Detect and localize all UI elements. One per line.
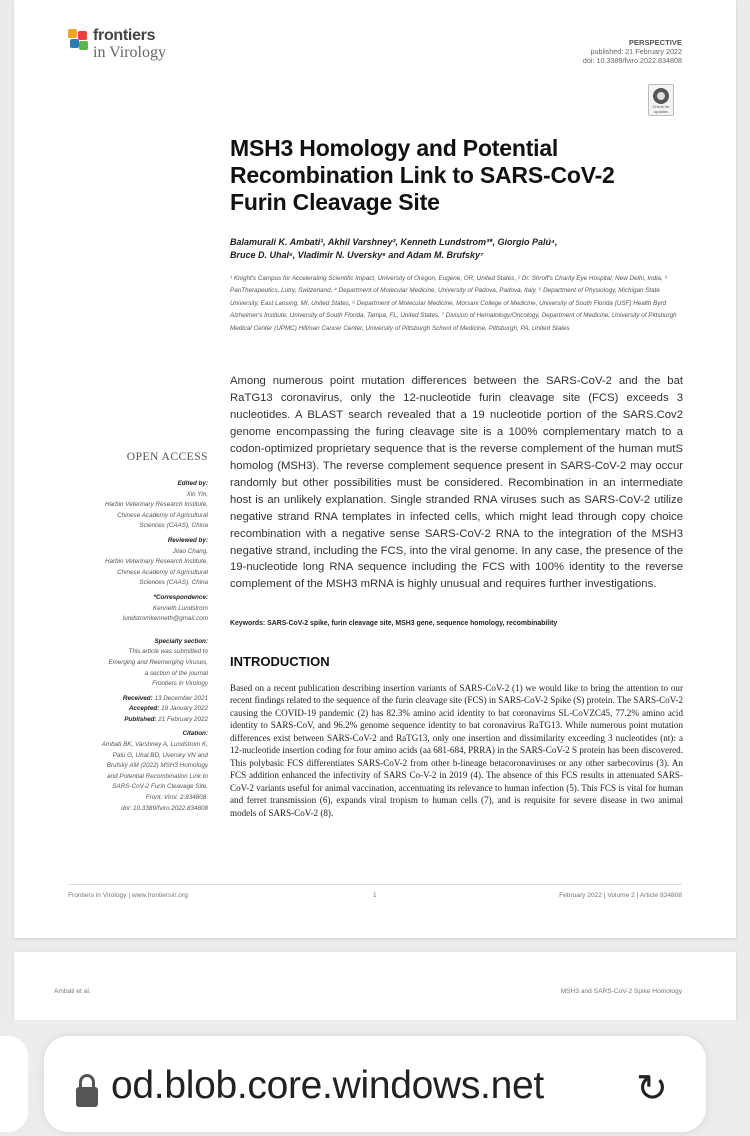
introduction-heading: INTRODUCTION (230, 654, 330, 669)
check-updates-icon (653, 88, 669, 104)
correspondence-email-link[interactable]: lundstromkenneth@gmail.com (122, 615, 208, 623)
published-date: published: 21 February 2022 (590, 47, 682, 56)
article-page-1 (14, 0, 736, 938)
check-for-updates-button[interactable] (648, 84, 674, 116)
correspondence-block: *Correspondence: Kenneth Lundstrom lundstromkenneth@gmail.com (68, 593, 208, 625)
dates-block: Received: 13 December 2021 Accepted: 19 January 2022 Published: 21 February 2022 (122, 694, 208, 723)
running-head-title: MSH3 and SARS-CoV-2 Spike Homology (560, 988, 682, 995)
footer-volume: February 2022 | Volume 2 | Article 834808 (559, 892, 682, 899)
previous-tab-pill[interactable] (0, 1036, 28, 1132)
page-number: 1 (373, 892, 377, 899)
article-type: PERSPECTIVE (628, 38, 682, 47)
author-list: Balamurali K. Ambati¹, Akhil Varshney², Kenneth Lundstrom³*, Giorgio Palú⁴, Bruce D. Uhal⁵, Vladimir N. Uversky⁶ and Adam M. Brufsky⁷ (230, 237, 558, 260)
affiliations: ¹ Knight's Campus for Accelerating Scientific Impact, University of Oregon, Eugene, OR, United States, ² Dr. Shroff's Charity Eye Hospital, New Delhi, India, ³ PanTherapeutics, Lutry, Switzerland, ⁴ Department of Molecular Medicine, University of Padova, Padova, Italy, ⁵ Department of Physiology, Michigan State University, East Lansing, MI, United States, ⁶ Department of Molecular Medicine, Morsani College of Medicine, University of South Florida (USF) Health Byrd Alzheimer's Institute, University of South Florida, Tampa, FL, United States, ⁷ Division of Hematology/Oncology, Department of Medicine, University of Pittsburgh Medical Center (UPMC) Hillman Cancer Center, University of Pittsburgh School of Medicine, Pittsburgh, PA, United States (230, 275, 677, 332)
open-access-label: OPEN ACCESS (126, 451, 208, 463)
abstract: Among numerous point mutation differences between the SARS-CoV-2 and the bat RaTG13 coronavirus, only the 12-nucleotide furin cleavage site (FCS) exceeds 3 nucleotides. A BLAST search revealed that a 19 nucleotide portion of the SARS.Cov2 genome encompassing the furing cleavage site is a 100% complementary match to a codon-optimized proprietary sequence that is the reverse complement of the human mutS homolog (MSH3). The reverse complement sequence present in SARS-CoV-2 may occur randomly but other possibilities must be considered. Recombination in an intermediate host is an unlikely explanation. Single stranded RNA viruses such as SARS-CoV-2 utilize negative strand RNA templates in infected cells, which might lead through copy choice recombination with a negative sense SARS-CoV-2 RNA to the integration of the MSH3 negative strand, including the FCS, into the viral genome. In any case, the presence of the 19-nucleotide long RNA sequence including the FCS with 100% identity to the reverse complement of the MSH3 mRNA is highly unusual and requires further investigations. (230, 375, 683, 591)
running-head-authors: Ambati et al. (54, 988, 91, 995)
url-text[interactable]: od.blob.core.windows.net (111, 1064, 544, 1107)
footer-journal: Frontiers in Virology | www.frontiersin.org (68, 892, 188, 899)
article-sidebar (68, 479, 208, 818)
frontiers-logo-icon (68, 29, 90, 53)
reload-icon[interactable]: ↻ (636, 1068, 668, 1110)
introduction-text: Based on a recent publication describing insertion variants of SARS-CoV-2 (1) we would like to bring the attention to our recent findings related to the sequence of the furin cleavage site (FCS) in SARS-CoV-2 Spike (S) protein. The SARS-CoV-2 causing the COVID-19 pandemic (2) has 82.3% amino acid identity to bat coronavirus SL-CoVZC45, 77.2% amino acid identity to SARS-CoV, and 96.2% genome sequence identity to bat coronavirus RaTG13. While numerous point mutation differences exist between SARS-CoV-2 and RaTG13, only one insertion and dissimilarity exceeding 3 nucleotides (nt): a 12-nucleotide insertion coding for four amino acids (aa 681-684, PRRA) in the SARS-CoV-2 S protein has been discovered. This polybasic FCS differentiates SARS-CoV-2 from other b-lineage betacoronaviruses or any other sarbecovirus (3). An FCS addition enhanced the infectivity of SARS Co-V-2 in 2019 (4). The absence of this FCS results in attenuated SARS-CoV-2 variants useful for animal vaccination, accentuating its relevance to human infection (5). This FCS is vital for human and ferret transmission (6), expands viral tropism to human cells (7), and is requisite for severe disease in two animal models of SARS-CoV-2 (8). (230, 683, 683, 818)
keywords: Keywords: SARS-CoV-2 spike, furin cleavage site, MSH3 gene, sequence homology, recombinability (230, 620, 558, 627)
journal-name: frontiers (93, 27, 156, 44)
check-updates-label: Check for updates (652, 104, 670, 114)
footer-divider (68, 884, 682, 885)
article-meta (583, 38, 682, 65)
lock-icon (76, 1074, 98, 1106)
specialty-block: Specialty section: This article was submitted to Emerging and Reemerging Viruses, a section of the journal Frontiers in Virology (108, 637, 208, 688)
reviewer-block: Reviewed by: Jitao Chang, Harbin Veterinary Research Institute, Chinese Academy of Agricultural Sciences (CAAS), China (104, 536, 208, 587)
editor-block: Edited by: Xin Yin, Harbin Veterinary Research Institute, Chinese Academy of Agricultural Sciences (CAAS), China (104, 480, 208, 530)
journal-subname: in Virology (93, 44, 166, 61)
journal-logo (68, 28, 166, 61)
article-doi: doi: 10.3389/fviro.2022.834808 (582, 56, 682, 65)
citation-block: Citation: Ambati BK, Varshney A, Lundstrom K, Palú G, Uhal BD, Uversky VN and Brufsky AM (2022) MSH3 Homology and Potential Recombination Link to SARS-CoV-2 Furin Cleavage Site. Front. Virol. 2:834808. doi: 10.3389/fviro.2022.834808 (101, 730, 208, 812)
article-title: MSH3 Homology and Potential Recombination Link to SARS-CoV-2 Furin Cleavage Site (230, 135, 615, 215)
